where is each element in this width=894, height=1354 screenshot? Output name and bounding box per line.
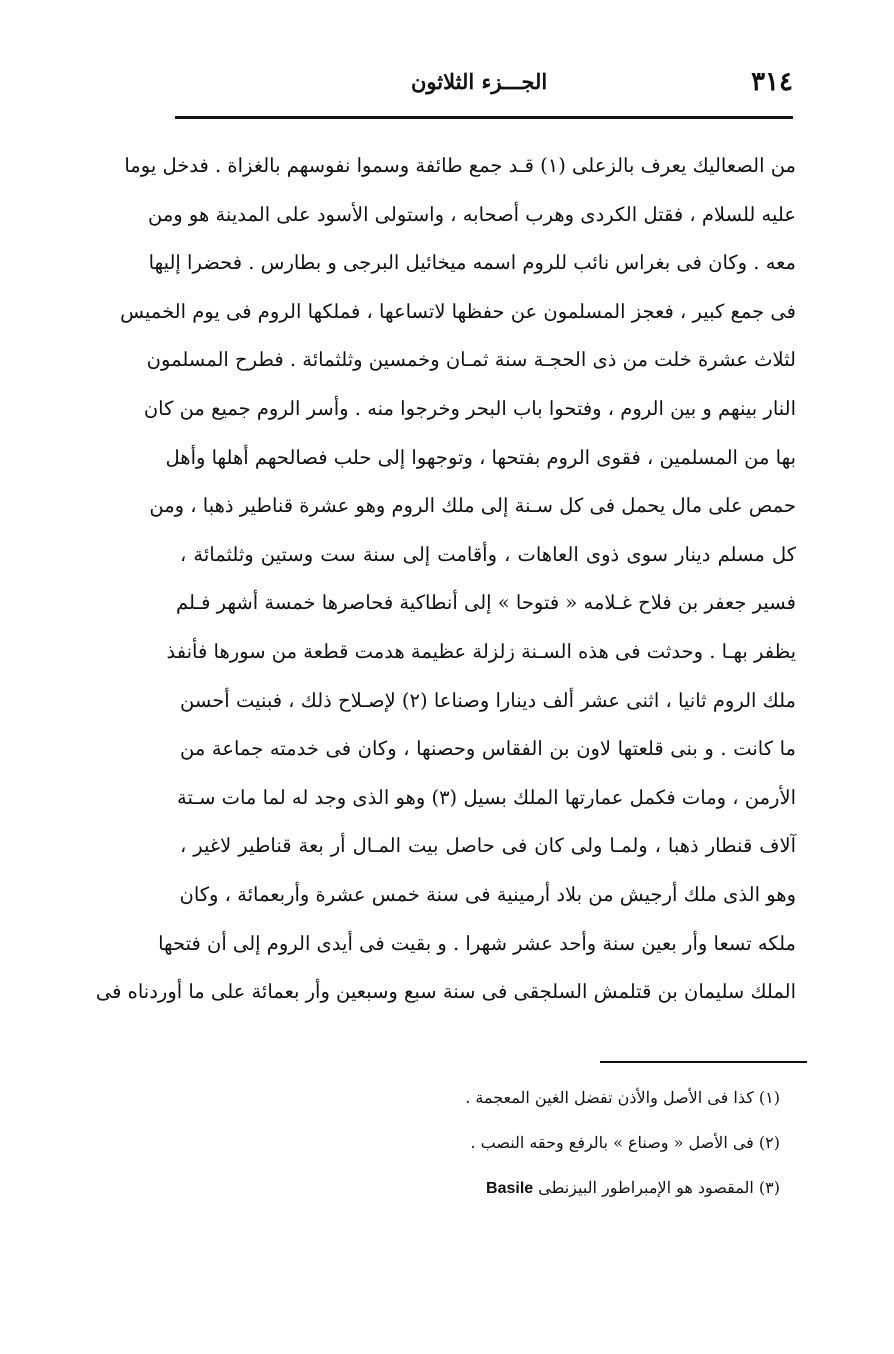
text-line: النار بينهم و بين الروم ، وفتحوا باب البحر وخرجوا منه . وأسر الروم جميع من كان [143,396,796,420]
text-line: بها من المسلمين ، فقوى الروم بفتحها ، وتوجهوا إلى حلب فصالحهم أهلها وأهل [165,445,796,469]
text-line: عليه للسلام ، فقتل الكردى وهرب أصحابه ، واستولى الأسود على المدينة هو ومن [148,202,796,226]
text-line: من الصعاليك يعرف بالزعلى (١) قـد جمع طائفة وسموا نفوسهم بالغزاة . فدخل يوما [124,154,796,177]
text-line: لثلاث عشرة خلت من ذى الحجـة سنة ثمـان وخمسين وثلثمائة . فطرح المسلمون [146,348,796,372]
part-title: الجـــزء الثلاثون [411,69,548,94]
running-head [175,62,793,102]
text-line: وهو الذى ملك أرجيش من بلاد أرمينية فى سنة خمس عشرة وأربعمائة ، وكان [179,882,796,906]
text-line: ملكه تسعا وأر بعين سنة وأحد عشر شهرا . و بقيت فى أيدى الروم إلى أن فتحها [158,931,796,955]
text-line: كل مسلم دينار سوى ذوى العاهات ، وأقامت إلى سنة ست وستين وثلثمائة ، [180,542,796,566]
footnotes [420,1078,780,1213]
footnote-3-text: (٣) المقصود هو الإمبراطور البيزنطى [538,1178,780,1197]
text-line: يظفر بهـا . وحدثت فى هذه السـنة زلزلة عظيمة هدمت قطعة من سورها فأنفذ [166,639,796,663]
footnote-rule [600,1061,807,1063]
header-rule [175,116,793,119]
text-line: فى جمع كبير ، فعجز المسلمون عن حفظها لاتساعها ، فملكها الروم فى يوم الخميس [120,299,796,323]
footnote-1: (١) كذا فى الأصل والأذن تفضل الغين المعجمة . [465,1088,780,1107]
text-line: ما كانت . و بنى قلعتها لاون بن الفقاس وحصنها ، وكان فى خدمته جماعة من [180,737,796,761]
text-line: الأرمن ، ومات فكمل عمارتها الملك بسيل (٣) وهو الذى وجد له لما مات سـتة [177,785,796,809]
footnote-3 [420,1168,780,1213]
text-line: آلاف قنطار ذهبا ، ولمـا ولى كان فى حاصل بيت المـال أر بعة قناطير لاغير ، [180,834,796,858]
page-number: ٣١٤ [751,67,793,97]
body-text [95,142,797,1017]
text-line: ملك الروم ثانيا ، اثنى عشر ألف دينارا وصناعا (٢) لإصـلاح ذلك ، فبنيت أحسن [180,688,797,712]
footnote-2: (٢) فى الأصل « وصناع » بالرفع وحقه النصب . [470,1133,780,1152]
text-line: معه . وكان فى بغراس نائب للروم اسمه ميخائيل البرجى و بطارس . فحضرا إليها [148,251,796,275]
text-line: حمص على مال يحمل فى كل سـنة إلى ملك الروم وهو عشرة قناطير ذهبا ، ومن [149,494,796,518]
text-line: فسير جعفر بن فلاح غـلامه « فتوحا » إلى أنطاكية فحاصرها خمسة أشهر فـلم [176,591,796,615]
footnote-3-latin: Basile [486,1180,534,1197]
text-line: الملك سليمان بن قتلمش السلجقى فى سنة سبع وسبعين وأر بعمائة على ما أوردناه فى [95,980,796,1004]
